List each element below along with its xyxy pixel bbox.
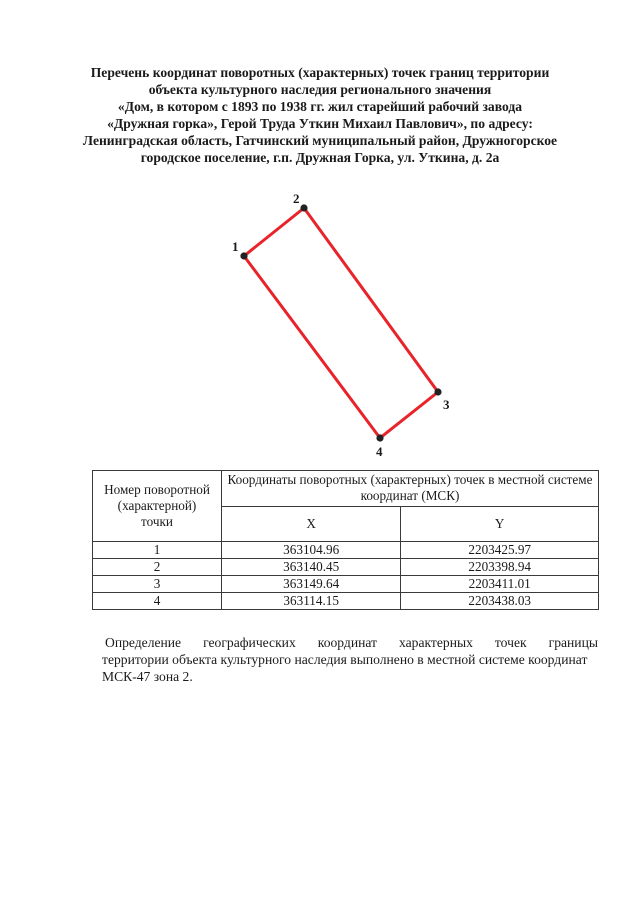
header-point-number: Номер поворотной (характерной) точки [93, 471, 222, 542]
boundary-point-1 [240, 252, 247, 259]
title-line: городское поселение, г.п. Дружная Горка, ул. Уткина, д. 2а [140, 150, 500, 165]
title-line: объекта культурного наследия регионального значения [148, 82, 492, 97]
cell-number: 2 [93, 559, 222, 576]
table-row [93, 593, 599, 610]
boundary-point-2 [300, 204, 307, 211]
boundary-point-3 [434, 388, 441, 395]
cell-x: 363104.96 [222, 542, 401, 559]
table-row [93, 542, 599, 559]
header-x: X [222, 506, 401, 542]
header-y: Y [401, 506, 599, 542]
boundary-point-4 [376, 434, 383, 441]
boundary-scheme [200, 188, 480, 458]
boundary-polygon [244, 208, 438, 438]
cell-number: 4 [93, 593, 222, 610]
title-line: «Дом, в котором с 1893 по 1938 гг. жил старейший рабочий завода [117, 99, 523, 114]
point-label-2: 2 [293, 191, 300, 206]
cell-y: 2203438.03 [401, 593, 599, 610]
cell-y: 2203425.97 [401, 542, 599, 559]
table-header-row [93, 471, 599, 507]
boundary-scheme-svg [200, 188, 480, 458]
cell-number: 3 [93, 576, 222, 593]
point-label-4: 4 [376, 444, 383, 459]
cell-number: 1 [93, 542, 222, 559]
cell-y: 2203411.01 [401, 576, 599, 593]
coordinates-table [92, 470, 599, 610]
cell-x: 363140.45 [222, 559, 401, 576]
document-title [60, 64, 580, 166]
point-label-3: 3 [443, 397, 450, 412]
table-row [93, 559, 599, 576]
header-coordinates: Координаты поворотных (характерных) точек в местной системе координат (МСК) [222, 471, 599, 507]
table-row [93, 576, 599, 593]
title-line: Перечень координат поворотных (характерных) точек границ территории [90, 65, 550, 80]
point-label-1: 1 [232, 239, 239, 254]
cell-x: 363114.15 [222, 593, 401, 610]
cell-x: 363149.64 [222, 576, 401, 593]
note-line: территории объекта культурного наследия выполнено в местной системе координат [102, 652, 588, 667]
note-line: МСК-47 зона 2. [102, 669, 193, 684]
title-line: Ленинградская область, Гатчинский муниципальный район, Дружногорское [82, 133, 558, 148]
note-paragraph [102, 634, 598, 685]
title-line: «Дружная горка», Герой Труда Уткин Михаил Павлович», по адресу: [107, 116, 533, 131]
note-line: Определение географических координат характерных точек границы [105, 635, 598, 650]
cell-y: 2203398.94 [401, 559, 599, 576]
